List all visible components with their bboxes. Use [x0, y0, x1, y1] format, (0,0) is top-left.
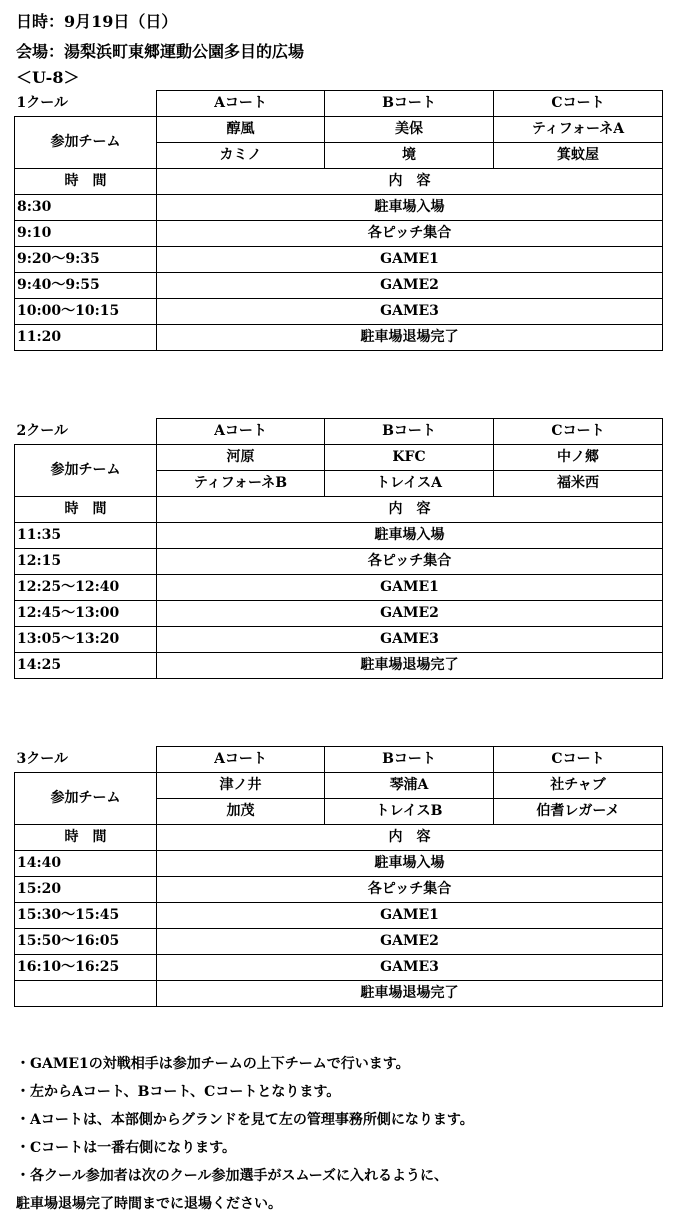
- notes: [16, 1050, 474, 1218]
- court-a-header: Aコート: [157, 419, 325, 445]
- note-item: ・Aコートは、本部側からグランドを見て左の管理事務所側になります。: [16, 1112, 474, 1128]
- schedule-time: 9:40〜9:55: [15, 273, 157, 299]
- schedule-content: 駐車場退場完了: [157, 653, 663, 679]
- schedule-time: 15:20: [15, 877, 157, 903]
- schedule-content: GAME1: [157, 247, 663, 273]
- pool-3-schedule: [14, 746, 662, 1007]
- team-c-1: ティフォーネA: [494, 117, 663, 143]
- note-item: ・Cコートは一番右側になります。: [16, 1140, 237, 1156]
- schedule-content: GAME3: [157, 299, 663, 325]
- note-item: ・GAME1の対戦相手は参加チームの上下チームで行います。: [16, 1056, 410, 1072]
- court-a-header: Aコート: [157, 747, 325, 773]
- teams-label: 参加チーム: [15, 117, 157, 169]
- team-a-2: カミノ: [157, 143, 325, 169]
- pool-name: 1クール: [15, 91, 157, 117]
- team-a-1: 津ノ井: [157, 773, 325, 799]
- schedule-content: 駐車場入場: [157, 851, 663, 877]
- schedule-content: 各ピッチ集合: [157, 221, 663, 247]
- court-c-header: Cコート: [494, 747, 663, 773]
- schedule-time: 16:10〜16:25: [15, 955, 157, 981]
- event-category: ＜U-8＞: [16, 68, 80, 87]
- team-a-1: 河原: [157, 445, 325, 471]
- court-a-header: Aコート: [157, 91, 325, 117]
- pool-1-schedule: [14, 90, 662, 351]
- schedule-time: 8:30: [15, 195, 157, 221]
- court-b-header: Bコート: [325, 419, 494, 445]
- schedule-time: 12:25〜12:40: [15, 575, 157, 601]
- team-b-1: 美保: [325, 117, 494, 143]
- schedule-content: GAME2: [157, 273, 663, 299]
- team-c-1: 社チャブ: [494, 773, 663, 799]
- time-header: 時 間: [15, 497, 157, 523]
- pool-name: 2クール: [15, 419, 157, 445]
- court-b-header: Bコート: [325, 91, 494, 117]
- event-venue: 会場：湯梨浜町東郷運動公園多目的広場: [16, 42, 305, 61]
- note-item: ・左からAコート、Bコート、Cコートとなります。: [16, 1084, 341, 1100]
- team-c-2: 箕蚊屋: [494, 143, 663, 169]
- court-b-header: Bコート: [325, 747, 494, 773]
- schedule-time: 11:35: [15, 523, 157, 549]
- note-item: 駐車場退場完了時間までに退場ください。: [16, 1196, 282, 1212]
- schedule-time: 9:10: [15, 221, 157, 247]
- schedule-time: 12:15: [15, 549, 157, 575]
- content-header: 内 容: [157, 825, 663, 851]
- schedule-content: GAME3: [157, 627, 663, 653]
- schedule-time: 14:25: [15, 653, 157, 679]
- team-a-2: 加茂: [157, 799, 325, 825]
- team-b-1: KFC: [325, 445, 494, 471]
- schedule-time: 15:30〜15:45: [15, 903, 157, 929]
- schedule-content: GAME2: [157, 601, 663, 627]
- schedule-time: 9:20〜9:35: [15, 247, 157, 273]
- team-b-2: トレイスB: [325, 799, 494, 825]
- schedule-content: 各ピッチ集合: [157, 549, 663, 575]
- content-header: 内 容: [157, 497, 663, 523]
- team-c-1: 中ノ郷: [494, 445, 663, 471]
- schedule-content: GAME2: [157, 929, 663, 955]
- team-a-1: 醇風: [157, 117, 325, 143]
- teams-label: 参加チーム: [15, 773, 157, 825]
- schedule-content: GAME1: [157, 575, 663, 601]
- time-header: 時 間: [15, 825, 157, 851]
- schedule-content: 駐車場退場完了: [157, 325, 663, 351]
- note-item: ・各クール参加者は次のクール参加選手がスムーズに入れるように、: [16, 1168, 449, 1184]
- schedule-content: 各ピッチ集合: [157, 877, 663, 903]
- event-date: 日時：9月19日（日）: [16, 12, 178, 31]
- pool-name: 3クール: [15, 747, 157, 773]
- schedule-time: 14:40: [15, 851, 157, 877]
- schedule-time: 10:00〜10:15: [15, 299, 157, 325]
- time-header: 時 間: [15, 169, 157, 195]
- schedule-time: [15, 981, 157, 1007]
- team-b-2: 境: [325, 143, 494, 169]
- schedule-content: GAME3: [157, 955, 663, 981]
- team-b-1: 琴浦A: [325, 773, 494, 799]
- team-c-2: 福米西: [494, 471, 663, 497]
- schedule-time: 11:20: [15, 325, 157, 351]
- schedule-content: 駐車場入場: [157, 523, 663, 549]
- team-b-2: トレイスA: [325, 471, 494, 497]
- schedule-time: 13:05〜13:20: [15, 627, 157, 653]
- court-c-header: Cコート: [494, 91, 663, 117]
- schedule-content: GAME1: [157, 903, 663, 929]
- team-a-2: ティフォーネB: [157, 471, 325, 497]
- schedule-content: 駐車場退場完了: [157, 981, 663, 1007]
- court-c-header: Cコート: [494, 419, 663, 445]
- pool-2-schedule: [14, 418, 662, 679]
- content-header: 内 容: [157, 169, 663, 195]
- schedule-content: 駐車場入場: [157, 195, 663, 221]
- schedule-time: 12:45〜13:00: [15, 601, 157, 627]
- team-c-2: 伯耆レガーメ: [494, 799, 663, 825]
- schedule-time: 15:50〜16:05: [15, 929, 157, 955]
- teams-label: 参加チーム: [15, 445, 157, 497]
